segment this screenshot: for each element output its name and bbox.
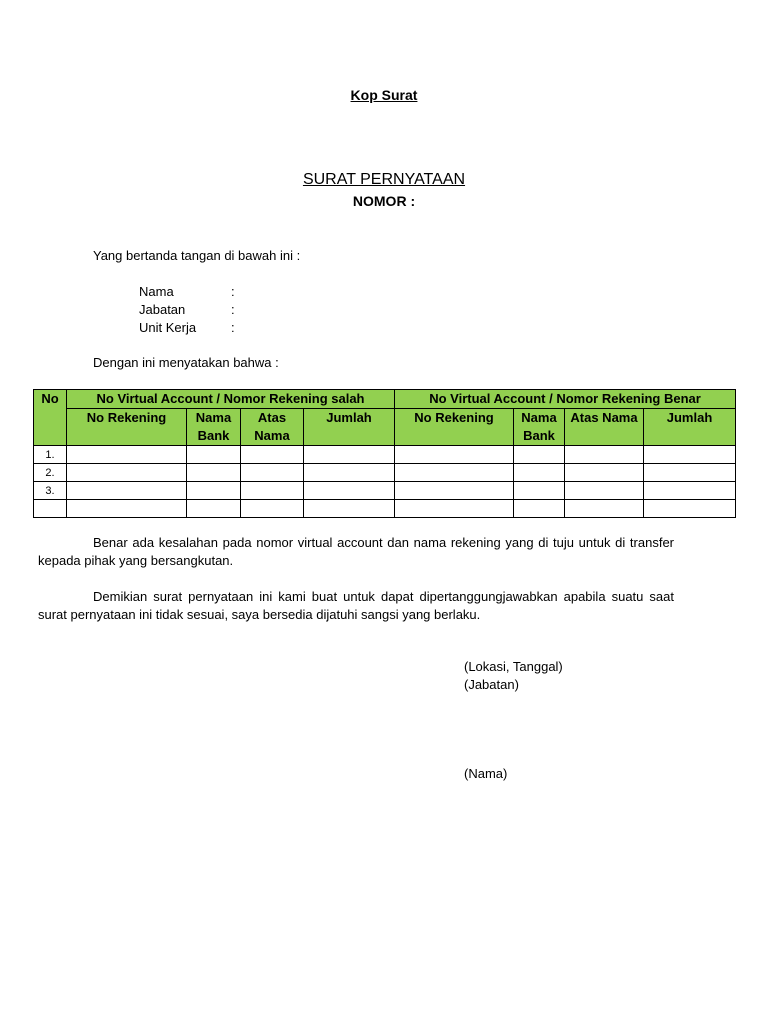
table-cell — [67, 464, 187, 482]
table-cell — [67, 482, 187, 500]
table-cell — [395, 482, 514, 500]
account-table — [33, 389, 736, 518]
table-cell — [395, 464, 514, 482]
field-label-unit-kerja: Unit Kerja — [139, 320, 197, 335]
header-nama-bank-wrong: Nama Bank — [187, 409, 241, 446]
header-atas-nama-right: Atas Nama — [565, 409, 644, 446]
table-cell — [67, 446, 187, 464]
paragraph-closing — [38, 588, 674, 624]
letterhead: Kop Surat — [350, 87, 418, 103]
table-cell — [565, 464, 644, 482]
intro-text: Yang bertanda tangan di bawah ini : — [93, 248, 301, 263]
row-number: 3. — [34, 482, 67, 500]
header-atas-nama-wrong: Atas Nama — [241, 409, 304, 446]
header-group-right: No Virtual Account / Nomor Rekening Benar — [395, 390, 736, 409]
table-cell — [304, 446, 395, 464]
header-group-wrong: No Virtual Account / Nomor Rekening salah — [67, 390, 395, 409]
table-cell — [565, 446, 644, 464]
table-cell — [514, 446, 565, 464]
table-cell — [514, 464, 565, 482]
table-cell — [514, 500, 565, 518]
table-cell — [304, 500, 395, 518]
paragraph-error-text: Benar ada kesalahan pada nomor virtual account dan nama rekening yang di tuju untuk di transfer kepada pihak yang bersangkutan. — [38, 535, 674, 568]
signature-name: (Nama) — [464, 766, 508, 781]
document-number: NOMOR : — [352, 193, 416, 209]
table-cell — [644, 482, 736, 500]
table-cell — [241, 500, 304, 518]
signature-place-date: (Lokasi, Tanggal) — [464, 659, 563, 674]
paragraph-closing-text: Demikian surat pernyataan ini kami buat untuk dapat dipertanggungjawabkan apabila suatu saat surat pernyataan ini tidak sesuai, saya bersedia dijatuhi sangsi yang berlaku. — [38, 589, 674, 622]
table-cell — [644, 500, 736, 518]
table-cell — [187, 446, 241, 464]
table-row — [34, 482, 736, 500]
document-title: SURAT PERNYATAAN — [302, 171, 466, 188]
field-colon-jabatan: : — [231, 302, 235, 317]
field-label-nama: Nama — [139, 284, 174, 299]
header-jumlah-wrong: Jumlah — [304, 409, 395, 446]
table-cell — [187, 464, 241, 482]
row-number: 2. — [34, 464, 67, 482]
table-cell — [241, 464, 304, 482]
field-label-jabatan: Jabatan — [139, 302, 186, 317]
table-row — [34, 446, 736, 464]
table-cell — [187, 500, 241, 518]
signature-position: (Jabatan) — [464, 677, 519, 692]
statement-text: Dengan ini menyatakan bahwa : — [93, 355, 279, 370]
table-cell — [644, 464, 736, 482]
field-colon-nama: : — [231, 284, 235, 299]
table-row — [34, 500, 736, 518]
row-number: 1. — [34, 446, 67, 464]
table-cell — [304, 464, 395, 482]
row-number — [34, 500, 67, 518]
header-jumlah-right: Jumlah — [644, 409, 736, 446]
header-no-rekening-right: No Rekening — [395, 409, 514, 446]
field-colon-unit-kerja: : — [231, 320, 235, 335]
header-nama-bank-right: Nama Bank — [514, 409, 565, 446]
table-row — [34, 464, 736, 482]
table-cell — [67, 500, 187, 518]
table-cell — [395, 500, 514, 518]
table-cell — [304, 482, 395, 500]
table-cell — [241, 482, 304, 500]
table-cell — [395, 446, 514, 464]
table-cell — [644, 446, 736, 464]
table-cell — [514, 482, 565, 500]
table-cell — [565, 500, 644, 518]
table-cell — [187, 482, 241, 500]
table-cell — [565, 482, 644, 500]
table-cell — [241, 446, 304, 464]
paragraph-error — [38, 534, 674, 570]
header-no-rekening-wrong: No Rekening — [67, 409, 187, 446]
header-no: No — [34, 390, 67, 446]
